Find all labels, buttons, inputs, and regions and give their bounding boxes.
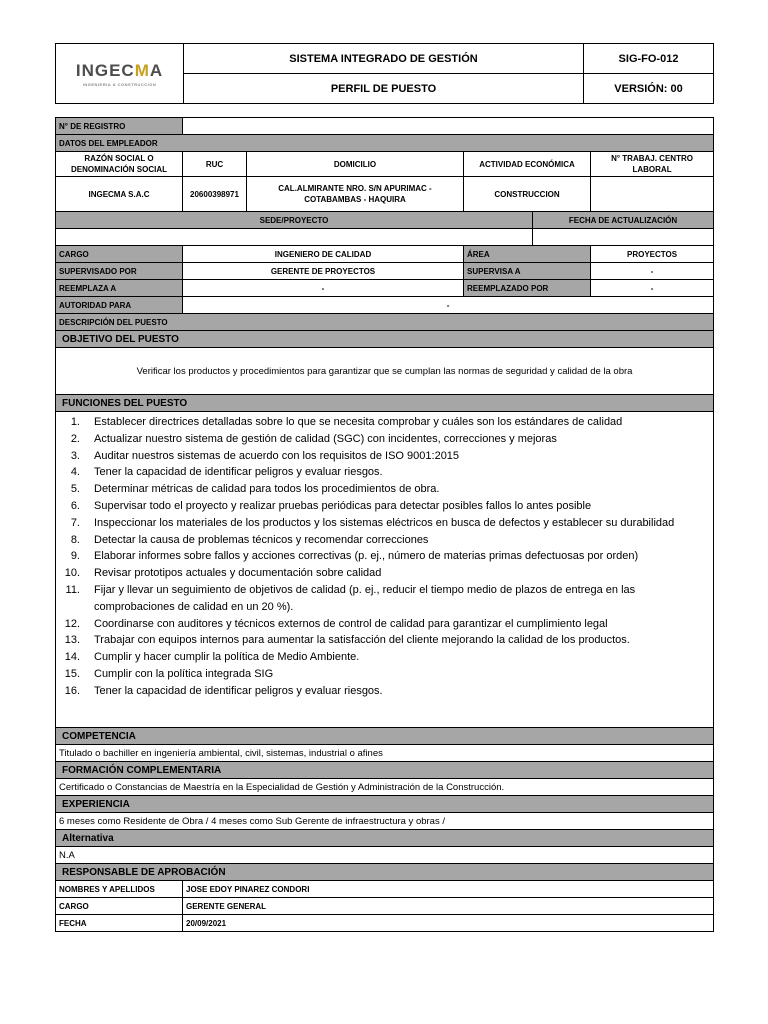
funcion-text: Supervisar todo el proyecto y realizar pruebas periódicas para detectar posibles fallos lo antes posible — [94, 499, 592, 512]
system-title: SISTEMA INTEGRADO DE GESTIÓN — [184, 44, 584, 74]
funcion-text: Determinar métricas de calidad para todos los procedimientos de obra. — [94, 483, 440, 496]
funcion-number: 8. — [70, 533, 80, 546]
reemplaza-label: REEMPLAZA A — [56, 280, 183, 297]
funcion-item — [56, 481, 713, 498]
trabajadores-header: N° TRABAJ. CENTRO LABORAL — [591, 152, 714, 177]
aprobacion-section: RESPONSABLE DE APROBACIÓN — [56, 864, 714, 881]
funcion-text: Trabajar con equipos internos para aumentar la satisfacción del cliente mejorando la calidad de los productos. — [94, 634, 630, 647]
company-logo: INGECMA INGENIERIA & CONSTRUCCION — [56, 44, 184, 104]
funcion-number: 4. — [70, 466, 80, 479]
area-value: PROYECTOS — [591, 246, 714, 263]
experiencia-text: 6 meses como Residente de Obra / 4 meses como Sub Gerente de infraestructura y obras / — [56, 813, 714, 830]
razon-social-value: INGECMA S.A.C — [56, 177, 183, 212]
funcion-number: 11. — [65, 583, 80, 596]
document-header — [55, 43, 714, 104]
funcion-number: 13. — [64, 634, 80, 647]
trabajadores-value — [591, 177, 714, 212]
funcion-item — [56, 498, 713, 515]
autoridad-label: AUTORIDAD PARA — [56, 297, 183, 314]
document-code: SIG-FO-012 — [584, 44, 714, 74]
objetivo-section: OBJETIVO DEL PUESTO — [56, 331, 714, 348]
funcion-text: Elaborar informes sobre fallos y acciones correctivas (p. ej., número de materias primas defectuosas por orden) — [94, 550, 639, 563]
funcion-number: 7. — [70, 516, 80, 529]
sede-label: SEDE/PROYECTO — [56, 212, 533, 229]
reemplazado-label: REEMPLAZADO POR — [464, 280, 591, 297]
funciones-list-cell — [56, 412, 714, 728]
funcion-item — [56, 683, 713, 700]
funcion-text: Cumplir con la política integrada SIG — [94, 667, 274, 680]
reemplaza-value: - — [183, 280, 464, 297]
funcion-text: Establecer directrices detalladas sobre lo que se necesita comprobar y cuáles son los estándares de calidad — [94, 416, 623, 428]
funcion-item — [56, 616, 713, 633]
funcion-text: Cumplir y hacer cumplir la política de Medio Ambiente. — [94, 651, 360, 664]
competencia-text: Titulado o bachiller en ingeniería ambiental, civil, sistemas, industrial o afines — [56, 745, 714, 762]
empleador-section: DATOS DEL EMPLEADOR — [56, 135, 714, 152]
cargo-label: CARGO — [56, 246, 183, 263]
funcion-text: Actualizar nuestro sistema de gestión de calidad (SGC) con incidentes, correcciones y mejoras — [94, 432, 557, 445]
funcion-number: 16. — [64, 684, 80, 697]
job-profile-form — [55, 117, 714, 932]
ruc-header: RUC — [183, 152, 247, 177]
actividad-value: CONSTRUCCION — [464, 177, 591, 212]
document-version: VERSIÓN: 00 — [584, 74, 714, 104]
funcion-text: Detectar la causa de problemas técnicos y recomendar correcciones — [94, 533, 429, 546]
aprobacion-fecha-value: 20/09/2021 — [183, 915, 714, 932]
fecha-actualizacion-value — [533, 229, 714, 246]
funciones-section: FUNCIONES DEL PUESTO — [56, 395, 714, 412]
funcion-text: Auditar nuestros sistemas de acuerdo con los requisitos de ISO 9001:2015 — [94, 449, 460, 462]
domicilio-value: CAL.ALMIRANTE NRO. S/N APURIMAC - COTABAMBAS - HAQUIRA — [247, 177, 464, 212]
competencia-section: COMPETENCIA — [56, 728, 714, 745]
funcion-item — [56, 582, 713, 616]
sede-value — [56, 229, 533, 246]
funcion-text: Tener la capacidad de identificar peligros y evaluar riesgos. — [94, 466, 383, 479]
funcion-number: 9. — [70, 550, 80, 563]
funcion-number: 2. — [70, 432, 80, 445]
alternativa-text: N.A — [56, 847, 714, 864]
autoridad-value: - — [183, 297, 714, 314]
funcion-text: Inspeccionar los materiales de los productos y los sistemas eléctricos en busca de defectos y establecer su durabilidad — [94, 516, 675, 529]
funcion-number: 5. — [70, 483, 80, 496]
formacion-text: Certificado o Constancias de Maestría en la Especialidad de Gestión y Administración de la Construcción. — [56, 779, 714, 796]
registro-value — [183, 118, 714, 135]
supervisado-label: SUPERVISADO POR — [56, 263, 183, 280]
funcion-item — [56, 515, 713, 532]
aprobacion-nombre-value: JOSE EDOY PINAREZ CONDORI — [183, 881, 714, 898]
funcion-item — [56, 414, 713, 431]
aprobacion-cargo-label: CARGO — [56, 898, 183, 915]
funcion-item — [56, 548, 713, 565]
funcion-number: 3. — [70, 449, 80, 462]
funcion-text: Fijar y llevar un seguimiento de objetivos de calidad (p. ej., reducir el tiempo medio de plazos de entrega en las comprobaciones de calidad en un 20 %). — [94, 583, 636, 613]
funcion-number: 15. — [64, 667, 80, 680]
funcion-item — [56, 448, 713, 465]
funcion-item — [56, 649, 713, 666]
objetivo-text: Verificar los productos y procedimientos para garantizar que se cumplan las normas de seguridad y calidad de la obra — [56, 348, 714, 395]
funcion-number: 10. — [64, 567, 80, 580]
funcion-number: 12. — [64, 617, 80, 630]
funcion-number: 14. — [64, 651, 80, 664]
funcion-item — [56, 431, 713, 448]
actividad-header: ACTIVIDAD ECONÓMICA — [464, 152, 591, 177]
aprobacion-fecha-label: FECHA — [56, 915, 183, 932]
funcion-text: Tener la capacidad de identificar peligros y evaluar riesgos. — [94, 684, 383, 697]
descripcion-section: DESCRIPCIÓN DEL PUESTO — [56, 314, 714, 331]
supervisado-value: GERENTE DE PROYECTOS — [183, 263, 464, 280]
cargo-value: INGENIERO DE CALIDAD — [183, 246, 464, 263]
formacion-section: FORMACIÓN COMPLEMENTARIA — [56, 762, 714, 779]
domicilio-header: DOMICILIO — [247, 152, 464, 177]
reemplazado-value: - — [591, 280, 714, 297]
area-label: ÁREA — [464, 246, 591, 263]
document-title: PERFIL DE PUESTO — [184, 74, 584, 104]
funcion-text: Revisar prototipos actuales y documentación sobre calidad — [94, 567, 382, 580]
ruc-value: 20600398971 — [183, 177, 247, 212]
supervisa-value: - — [591, 263, 714, 280]
registro-label: N° DE REGISTRO — [56, 118, 183, 135]
funcion-text: Coordinarse con auditores y técnicos externos de control de calidad para garantizar el cumplimiento legal — [94, 617, 608, 630]
aprobacion-cargo-value: GERENTE GENERAL — [183, 898, 714, 915]
funcion-number: 1. — [70, 416, 80, 428]
funcion-item — [56, 532, 713, 549]
funcion-item — [56, 565, 713, 582]
supervisa-label: SUPERVISA A — [464, 263, 591, 280]
experiencia-section: EXPERIENCIA — [56, 796, 714, 813]
razon-social-header: RAZÓN SOCIAL O DENOMINACIÓN SOCIAL — [56, 152, 183, 177]
funcion-number: 6. — [70, 499, 80, 512]
aprobacion-nombre-label: NOMBRES Y APELLIDOS — [56, 881, 183, 898]
funcion-item — [56, 666, 713, 683]
funcion-item — [56, 464, 713, 481]
funcion-item — [56, 632, 713, 649]
fecha-actualizacion-label: FECHA DE ACTUALIZACIÓN — [533, 212, 714, 229]
alternativa-section: Alternativa — [56, 830, 714, 847]
funciones-list — [56, 414, 713, 700]
